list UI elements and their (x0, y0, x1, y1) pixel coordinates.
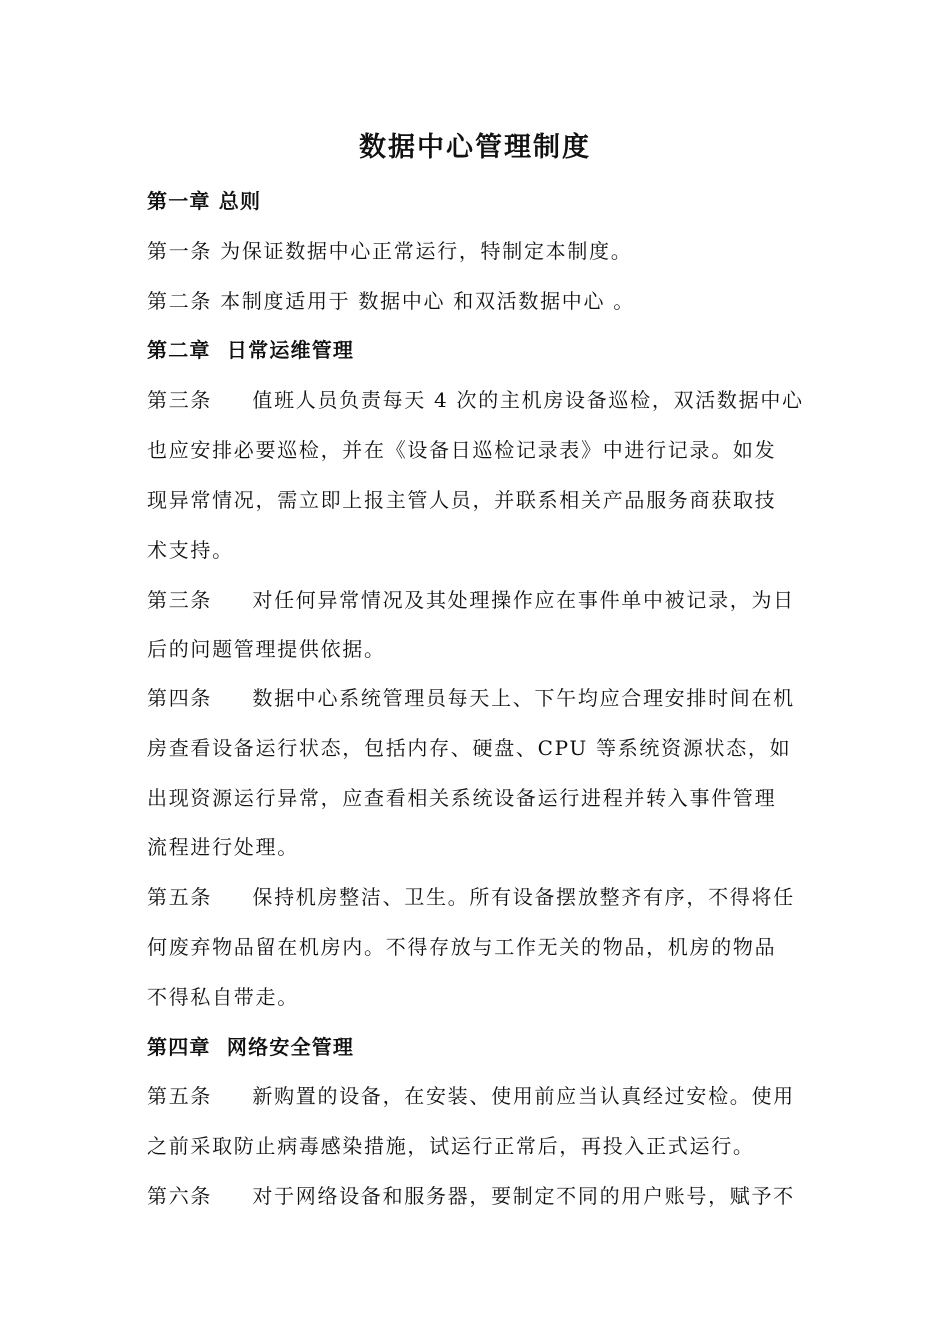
article-3a-line-1: 第三条 值班人员负责每天 4 次的主机房设备巡检，双活数据中心 (147, 388, 804, 412)
article-1: 第一条 为保证数据中心正常运行，特制定本制度。 (147, 239, 633, 263)
article-4-line-2: 房查看设备运行状态，包括内存、硬盘、CPU 等系统资源状态，如 (147, 736, 792, 760)
article-3b-line-2: 后的问题管理提供依据。 (147, 637, 386, 661)
article-3a-line-4: 术支持。 (147, 538, 234, 562)
article-5-line-3: 不得私自带走。 (147, 985, 299, 1009)
article-4-line-4: 流程进行处理。 (147, 835, 299, 859)
article-3a-line-3: 现异常情况，需立即上报主管人员，并联系相关产品服务商获取技 (147, 488, 777, 512)
article-2: 第二条 本制度适用于 数据中心 和双活数据中心 。 (147, 289, 635, 313)
chapter-1-heading: 第一章 总则 (147, 189, 262, 213)
chapter-4-article-5-line-1: 第五条 新购置的设备，在安装、使用前应当认真经过安检。使用 (147, 1084, 795, 1108)
article-3b-line-1: 第三条 对任何异常情况及其处理操作应在事件单中被记录，为日 (147, 588, 795, 612)
article-4-line-3: 出现资源运行异常，应查看相关系统设备运行进程并转入事件管理 (147, 786, 777, 810)
chapter-4-heading: 第四章 网络安全管理 (147, 1035, 355, 1059)
chapter-2-heading: 第二章 日常运维管理 (147, 338, 355, 362)
article-5-line-2: 何废弃物品留在机房内。不得存放与工作无关的物品，机房的物品 (147, 935, 777, 959)
article-3a-line-2: 也应安排必要巡检，并在《设备日巡检记录表》中进行记录。如发 (147, 438, 777, 462)
article-5-line-1: 第五条 保持机房整洁、卫生。所有设备摆放整齐有序，不得将任 (147, 885, 795, 909)
article-6-line-1: 第六条 对于网络设备和服务器，要制定不同的用户账号，赋予不 (147, 1184, 795, 1208)
article-4-line-1: 第四条 数据中心系统管理员每天上、下午均应合理安排时间在机 (147, 686, 795, 710)
document-title: 数据中心管理制度 (359, 132, 591, 163)
chapter-4-article-5-line-2: 之前采取防止病毒感染措施，试运行正常后，再投入正式运行。 (147, 1134, 755, 1158)
